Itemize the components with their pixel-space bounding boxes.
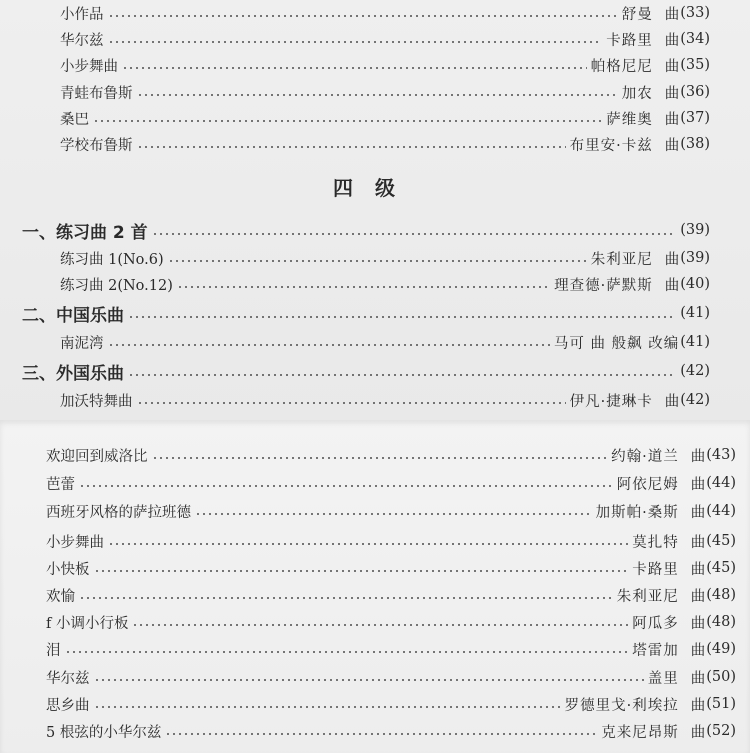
toc-entry[interactable] xyxy=(60,27,710,51)
entry-page: (49) xyxy=(706,641,736,657)
entry-suffix: 曲 xyxy=(664,277,680,294)
entry-composer: 舒曼 xyxy=(621,6,653,23)
entry-page: (51) xyxy=(706,696,736,712)
entry-composer: 卡路里 xyxy=(606,32,653,49)
entry-page: (52) xyxy=(706,723,736,739)
entry-composer: 加农 xyxy=(621,85,653,102)
entry-title: 华尔兹 xyxy=(46,670,90,687)
entry-suffix: 曲 xyxy=(664,6,680,23)
leader-dots xyxy=(177,286,550,288)
entry-title: 学校布鲁斯 xyxy=(60,137,133,154)
entry-suffix: 曲 xyxy=(664,85,680,102)
section-title: 二、中国乐曲 xyxy=(22,305,124,326)
leader-dots xyxy=(128,316,676,318)
toc-entry[interactable] xyxy=(60,53,710,77)
entry-composer: 卡路里 xyxy=(632,561,679,578)
entry-page: (50) xyxy=(706,669,736,685)
toc-entry[interactable] xyxy=(46,665,736,689)
section-heading[interactable] xyxy=(22,358,710,384)
leader-dots xyxy=(132,624,628,626)
leader-dots xyxy=(195,513,592,515)
leader-dots xyxy=(94,679,644,681)
entry-composer: 莫扎特 xyxy=(632,534,679,551)
entry-page: (33) xyxy=(680,5,710,21)
entry-title: 欢愉 xyxy=(46,588,75,605)
leader-dots xyxy=(165,733,597,735)
leader-dots xyxy=(108,41,603,43)
entry-composer: 阿瓜多 xyxy=(632,615,679,632)
entry-page: (35) xyxy=(680,57,710,73)
section-title: 一、练习曲 2 首 xyxy=(22,222,148,243)
entry-title: 芭蕾 xyxy=(46,476,75,493)
entry-page: (45) xyxy=(706,560,736,576)
entry-page: (37) xyxy=(680,110,710,126)
entry-title: 思乡曲 xyxy=(46,697,90,714)
entry-page: (45) xyxy=(706,533,736,549)
entry-suffix: 曲 xyxy=(690,476,706,493)
leader-dots xyxy=(137,146,566,148)
toc-entry[interactable] xyxy=(46,610,736,634)
entry-page: (48) xyxy=(706,587,736,603)
entry-composer: 理查德·萨默斯 xyxy=(554,277,653,294)
entry-composer: 马可 曲 般飙 改编 xyxy=(553,335,680,352)
entry-title: 小步舞曲 xyxy=(46,534,104,551)
toc-entry[interactable] xyxy=(46,471,736,495)
entry-suffix: 曲 xyxy=(690,448,706,465)
entry-composer: 萨维奥 xyxy=(606,111,653,128)
section-title: 三、外国乐曲 xyxy=(22,363,124,384)
leader-dots xyxy=(108,344,550,346)
entry-suffix: 曲 xyxy=(664,32,680,49)
leader-dots xyxy=(65,651,629,653)
toc-entry[interactable] xyxy=(46,692,736,716)
entry-composer: 帕格尼尼 xyxy=(590,58,653,75)
entry-suffix: 曲 xyxy=(664,251,680,268)
entry-composer: 克来尼昂斯 xyxy=(601,724,679,741)
entry-suffix: 曲 xyxy=(690,534,706,551)
entry-suffix: 曲 xyxy=(690,615,706,632)
entry-suffix: 曲 xyxy=(690,588,706,605)
leader-dots xyxy=(79,485,613,487)
entry-title: 桑巴 xyxy=(60,111,89,128)
entry-suffix: 曲 xyxy=(690,561,706,578)
toc-entry[interactable] xyxy=(46,719,736,743)
leader-dots xyxy=(108,543,628,545)
entry-page: (44) xyxy=(706,475,736,491)
entry-page: (48) xyxy=(706,614,736,630)
section-page: (42) xyxy=(680,363,710,379)
leader-dots xyxy=(108,15,618,17)
entry-suffix: 曲 xyxy=(664,137,680,154)
toc-entry[interactable] xyxy=(46,583,736,607)
entry-composer: 布里安·卡兹 xyxy=(569,137,653,154)
toc-entry[interactable] xyxy=(60,330,710,354)
entry-page: (34) xyxy=(680,31,710,47)
section-heading[interactable] xyxy=(22,300,710,326)
entry-suffix: 曲 xyxy=(690,724,706,741)
entry-page: (43) xyxy=(706,447,736,463)
toc-entry[interactable] xyxy=(46,529,736,553)
entry-page: (42) xyxy=(680,392,710,408)
entry-title: f 小调小行板 xyxy=(46,615,129,632)
entry-composer: 盖里 xyxy=(647,670,679,687)
section-page: (41) xyxy=(680,305,710,321)
entry-suffix: 曲 xyxy=(690,670,706,687)
leader-dots xyxy=(137,94,618,96)
toc-entry[interactable] xyxy=(60,272,710,296)
leader-dots xyxy=(128,374,676,376)
entry-page: (38) xyxy=(680,136,710,152)
entry-title: 青蛙布鲁斯 xyxy=(60,85,133,102)
toc-entry[interactable] xyxy=(46,443,736,467)
entry-page: (41) xyxy=(680,334,710,350)
toc-entry[interactable] xyxy=(60,388,710,412)
entry-title: 练习曲 1(No.6) xyxy=(60,251,164,268)
leader-dots xyxy=(152,233,677,235)
entry-suffix: 曲 xyxy=(664,393,680,410)
entry-title: 小步舞曲 xyxy=(60,58,118,75)
entry-suffix: 曲 xyxy=(690,504,706,521)
entry-title: 5 根弦的小华尔兹 xyxy=(46,724,162,741)
level-heading: 四级 xyxy=(333,176,417,200)
entry-page: (36) xyxy=(680,84,710,100)
entry-composer: 阿依尼姆 xyxy=(616,476,679,493)
entry-suffix: 曲 xyxy=(664,58,680,75)
leader-dots xyxy=(122,67,587,69)
toc-entry[interactable] xyxy=(60,106,710,130)
section-page: (39) xyxy=(680,222,710,238)
entry-composer: 加斯帕·桑斯 xyxy=(595,504,679,521)
entry-composer: 伊凡·捷琳卡 xyxy=(569,393,653,410)
toc-entry[interactable] xyxy=(60,246,710,270)
entry-title: 小快板 xyxy=(46,561,90,578)
entry-composer: 塔雷加 xyxy=(632,642,679,659)
entry-composer: 朱利亚尼 xyxy=(616,588,679,605)
entry-title: 欢迎回到威洛比 xyxy=(46,448,148,465)
section-heading[interactable] xyxy=(22,217,710,243)
entry-composer: 朱利亚尼 xyxy=(590,251,653,268)
entry-title: 西班牙风格的萨拉班德 xyxy=(46,504,191,521)
entry-suffix: 曲 xyxy=(690,697,706,714)
entry-title: 加沃特舞曲 xyxy=(60,393,133,410)
leader-dots xyxy=(137,402,566,404)
entry-composer: 约翰·道兰 xyxy=(611,448,679,465)
leader-dots xyxy=(93,120,602,122)
toc-entry[interactable] xyxy=(60,1,710,25)
entry-title: 练习曲 2(No.12) xyxy=(60,277,173,294)
entry-title: 小作品 xyxy=(60,6,104,23)
leader-dots xyxy=(94,570,629,572)
leader-dots xyxy=(152,457,608,459)
toc-entry[interactable] xyxy=(46,637,736,661)
entry-title: 泪 xyxy=(46,642,61,659)
leader-dots xyxy=(168,260,587,262)
entry-suffix: 曲 xyxy=(664,111,680,128)
entry-title: 华尔兹 xyxy=(60,32,104,49)
entry-page: (39) xyxy=(680,250,710,266)
entry-suffix: 曲 xyxy=(690,642,706,659)
toc-entry[interactable] xyxy=(60,132,710,156)
entry-page: (40) xyxy=(680,276,710,292)
toc-entry[interactable] xyxy=(60,80,710,104)
toc-entry[interactable] xyxy=(46,556,736,580)
toc-entry[interactable] xyxy=(46,499,736,523)
entry-page: (44) xyxy=(706,503,736,519)
entry-title: 南泥湾 xyxy=(60,335,104,352)
entry-composer: 罗德里戈·利埃拉 xyxy=(564,697,679,714)
leader-dots xyxy=(79,597,613,599)
leader-dots xyxy=(94,706,561,708)
